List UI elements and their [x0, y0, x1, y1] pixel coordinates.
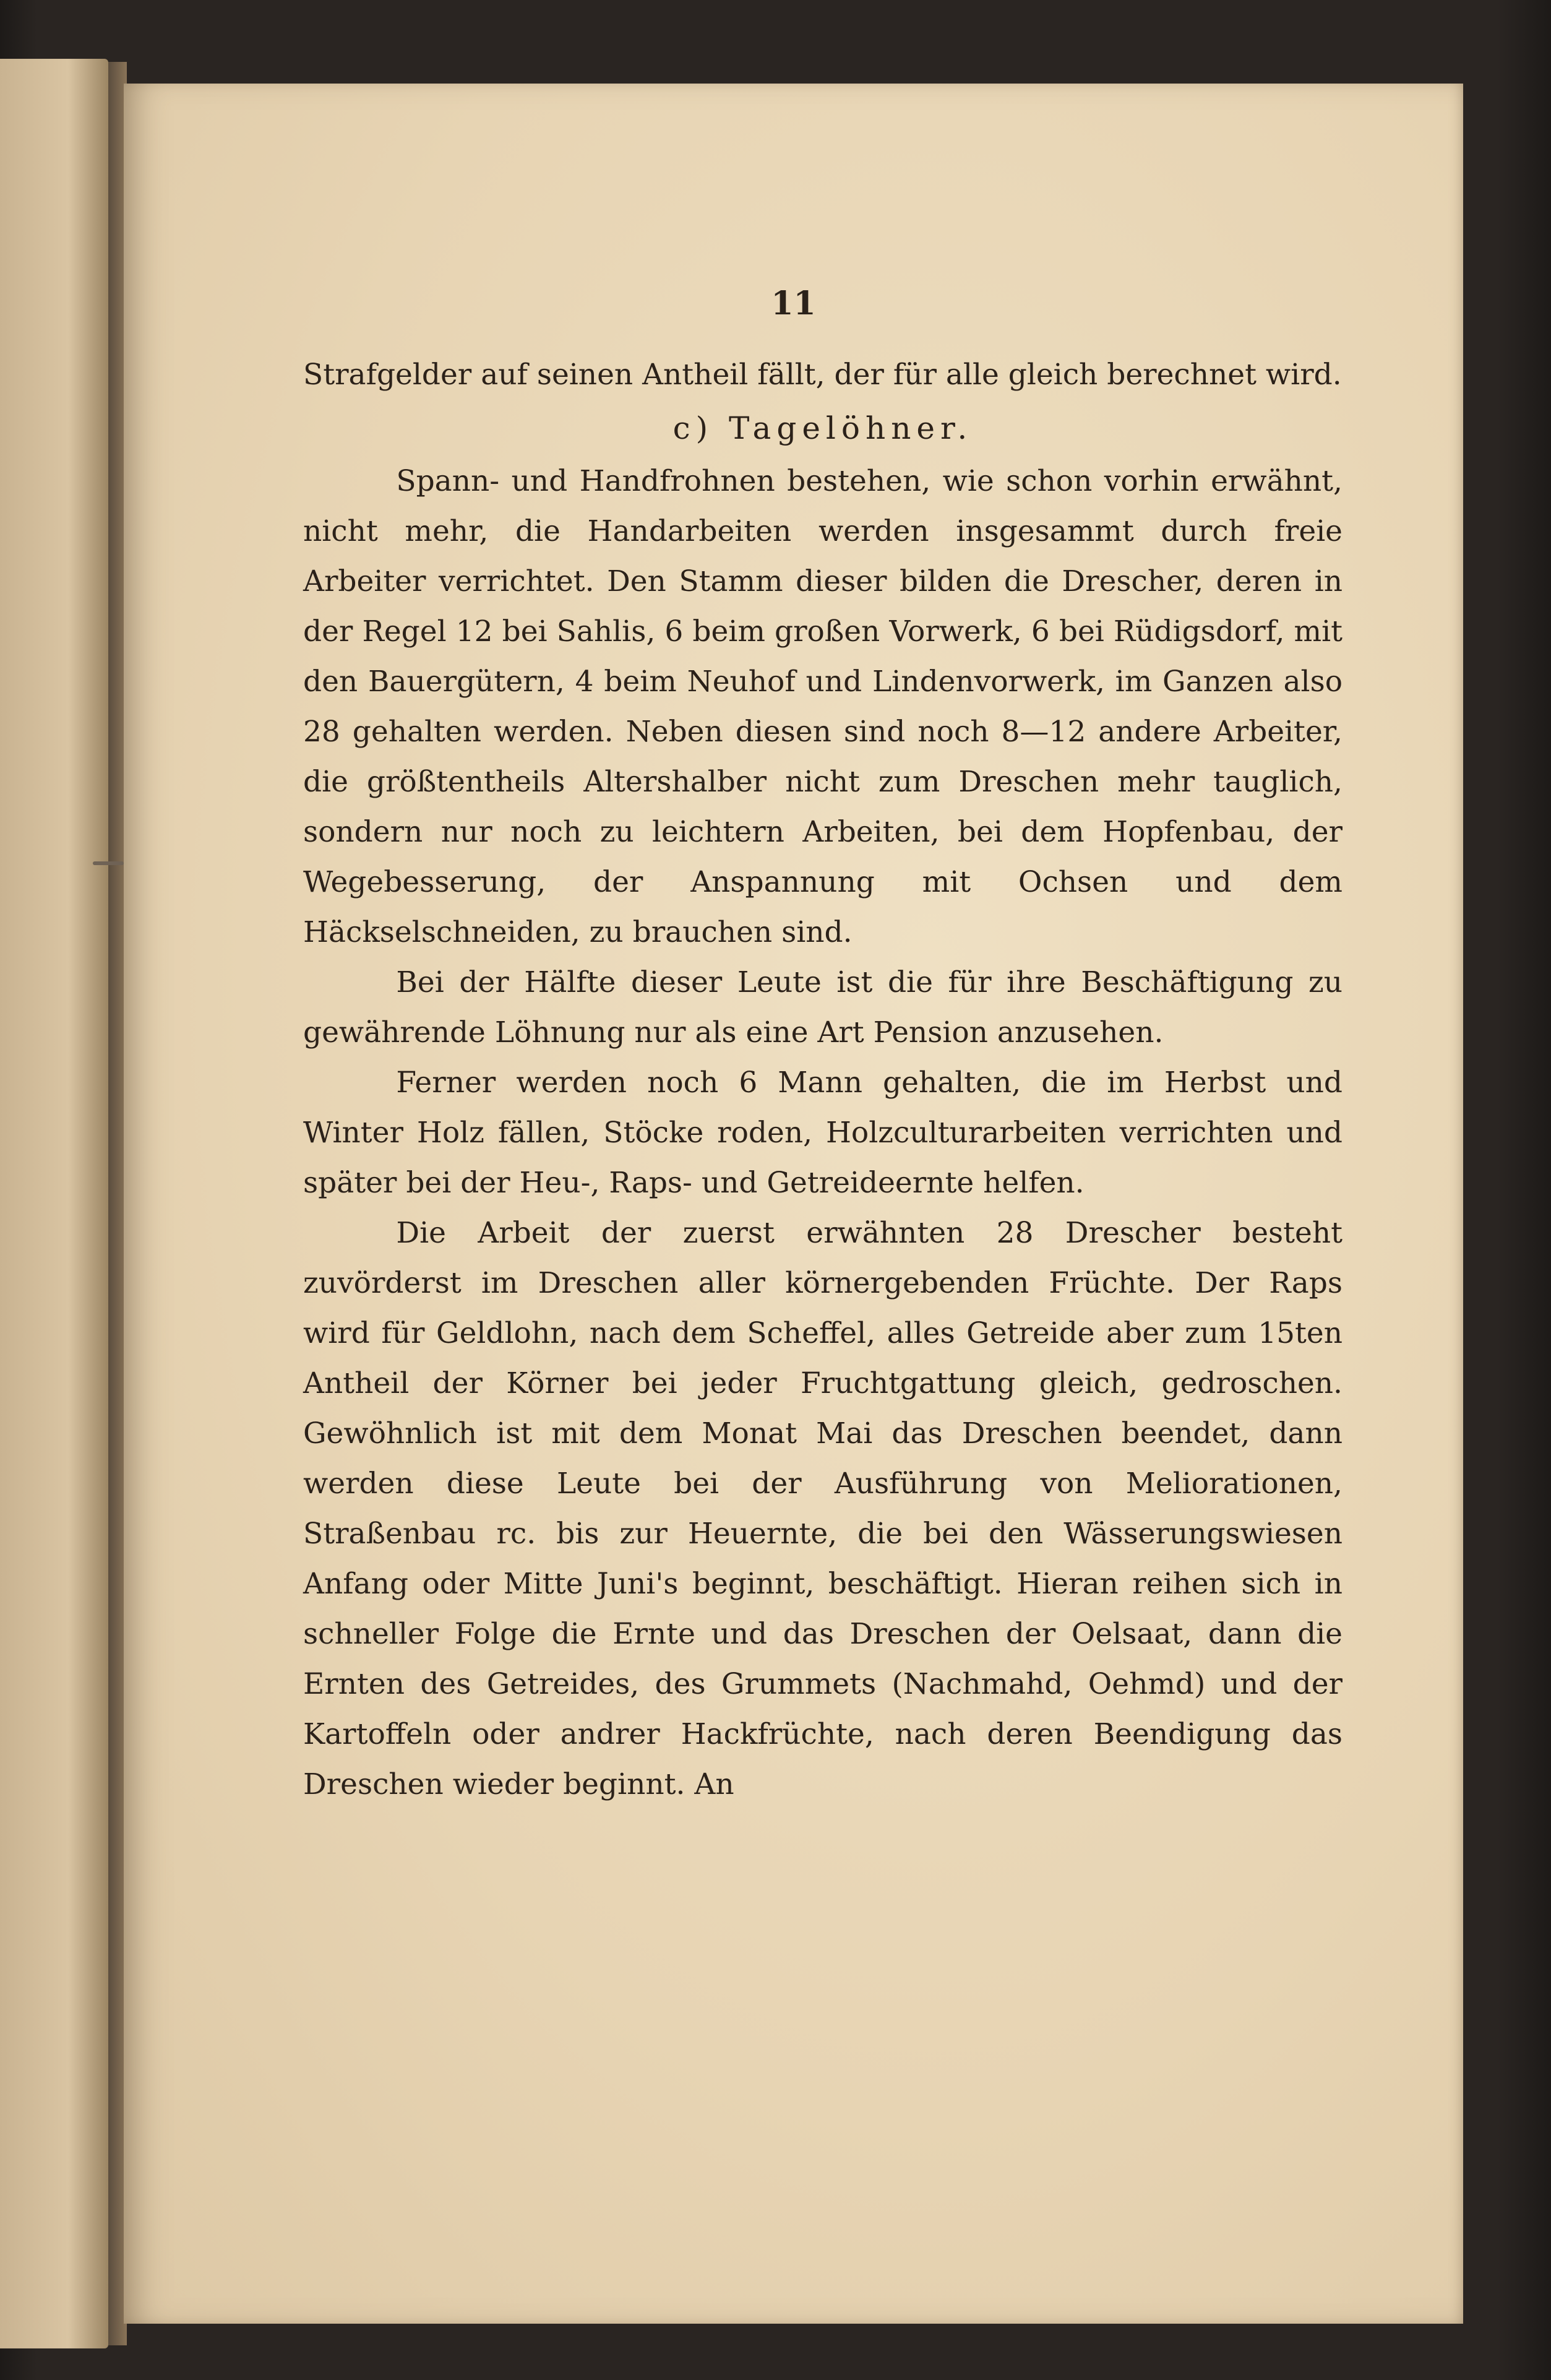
- fragment-paragraph: Strafgelder auf seinen Antheil fällt, der für alle gleich berechnet wird.: [303, 358, 1342, 392]
- paragraph-2: Bei der Hälfte dieser Leute ist die für ihre Beschäftigung zu gewährende Löhnung nur als eine Art Pension anzusehen.: [303, 965, 1343, 1050]
- page-text: [303, 350, 1343, 1809]
- paragraph-3: Ferner werden noch 6 Mann gehalten, die im Herbst und Winter Holz fällen, Stöcke roden, Holzculturarbeiten verrichten und später bei der Heu-, Raps- und Getreideernte helfen.: [303, 1066, 1343, 1200]
- right-page: [124, 84, 1463, 2324]
- section-heading: c) Tagelöhner.: [672, 410, 973, 446]
- left-page-edge: [0, 59, 108, 2348]
- paragraph-1: Spann- und Handfrohnen bestehen, wie schon vorhin erwähnt, nicht mehr, die Handarbeiten werden insgesammt durch freie Arbeiter verrichtet. Den Stamm dieser bilden die Drescher, deren in der Regel 12 bei Sahlis, 6 beim großen Vorwerk, 6 bei Rüdigsdorf, mit den Bauergütern, 4 beim Neuhof und Lindenvorwerk, im Ganzen also 28 gehalten werden. Neben diesen sind noch 8—12 andere Arbeiter, die größtentheils Altershalber nicht zum Dreschen mehr tauglich, sondern nur noch zu leichtern Arbeiten, bei dem Hopfenbau, der Wegebesserung, der Anspannung mit Ochsen und dem Häckselschneiden, zu brauchen sind.: [303, 464, 1343, 949]
- margin-mark: [93, 861, 124, 865]
- page-number: 11: [771, 285, 816, 322]
- paragraph-4: Die Arbeit der zuerst erwähnten 28 Drescher besteht zuvörderst im Dreschen aller körnergebenden Früchte. Der Raps wird für Geldlohn, nach dem Scheffel, alles Getreide aber zum 15ten Antheil der Körner bei jeder Fruchtgattung gleich, gedroschen. Gewöhnlich ist mit dem Monat Mai das Dreschen beendet, dann werden diese Leute bei der Ausführung von Meliorationen, Straßenbau rc. bis zur Heuernte, die bei den Wässerungswiesen Anfang oder Mitte Juni's beginnt, beschäftigt. Hieran reihen sich in schneller Folge die Ernte und das Dreschen der Oelsaat, dann die Ernten des Getreides, des Grummets (Nachmahd, Oehmd) und der Kartoffeln oder andrer Hackfrüchte, nach deren Beendigung das Dreschen wieder beginnt. An: [303, 1216, 1343, 1801]
